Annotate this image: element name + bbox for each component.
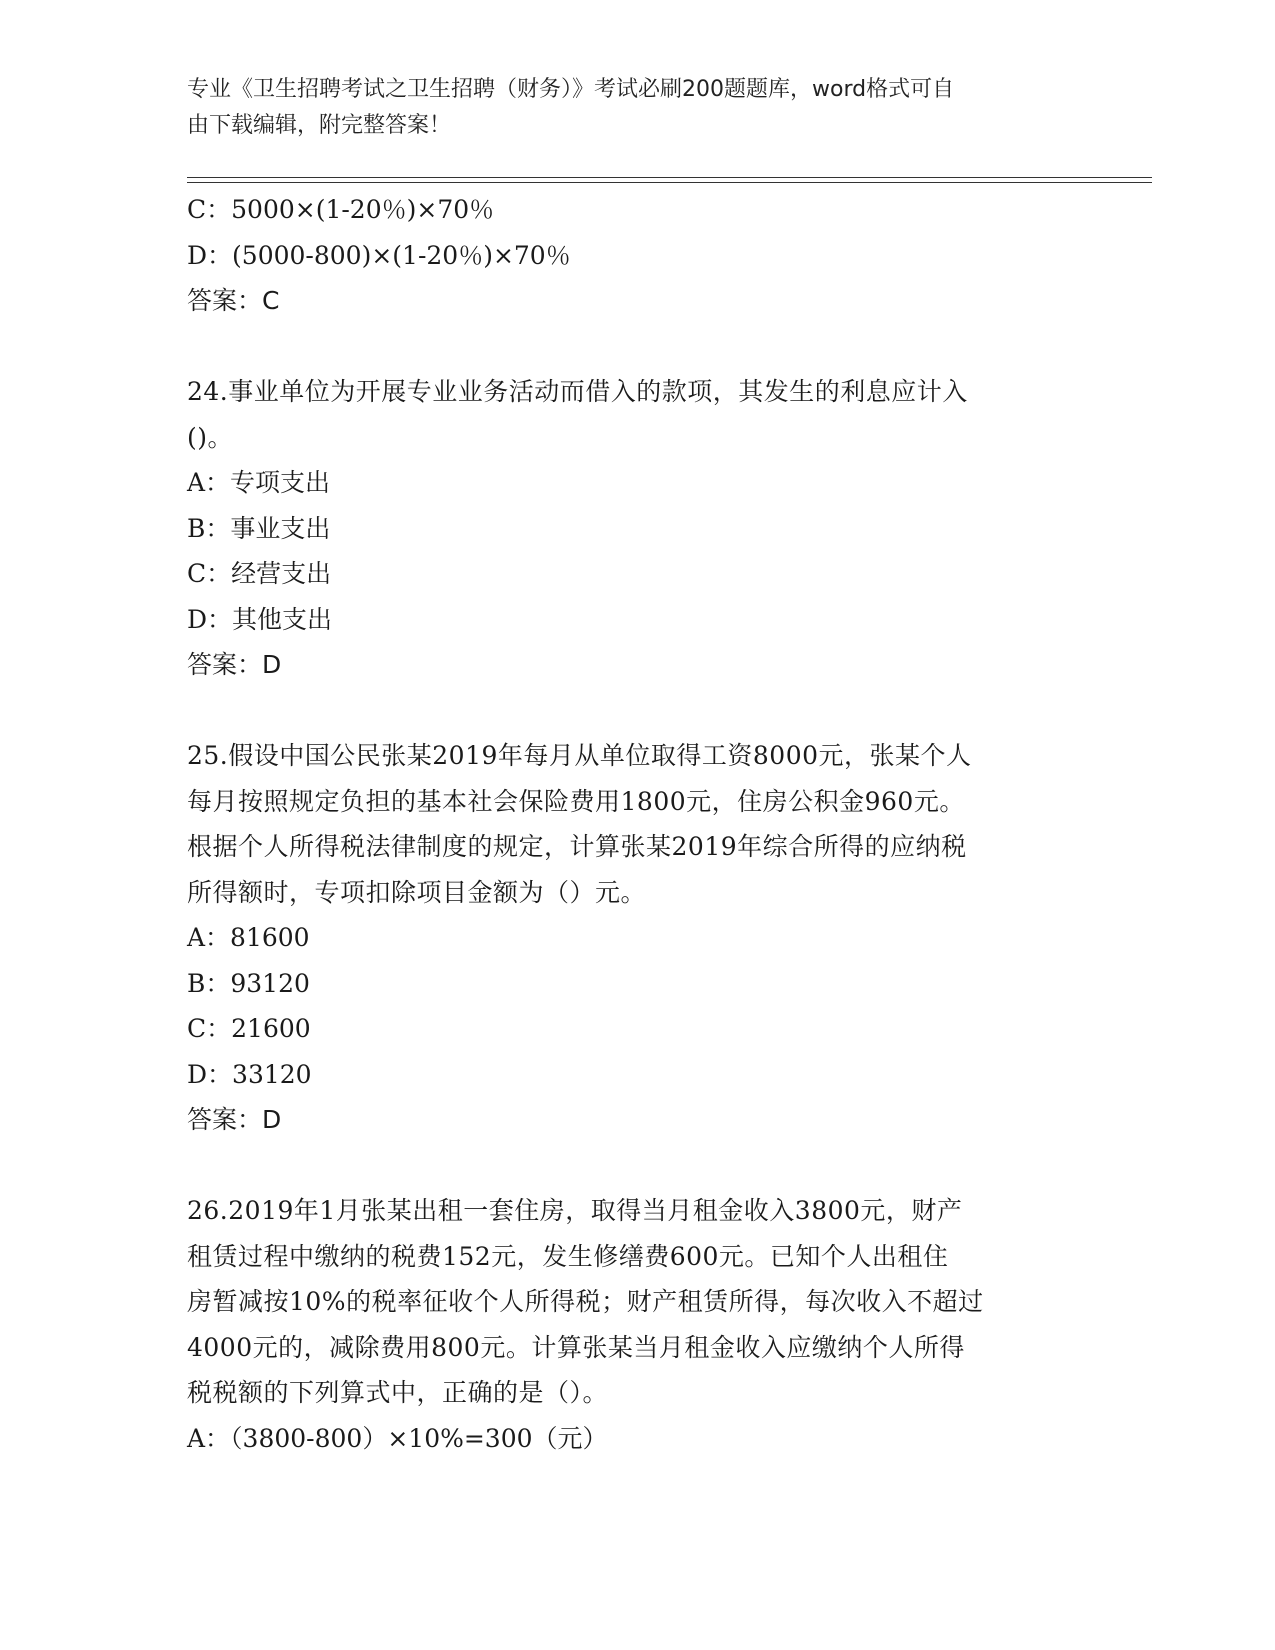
stem-line: 24.事业单位为开展专业业务活动而借入的款项，其发生的利息应计入	[187, 377, 968, 406]
question-stem	[187, 369, 1087, 460]
header-rule-bottom	[187, 182, 1152, 183]
answer: 答案：D	[187, 650, 282, 679]
header-line-1: 专业《卫生招聘考试之卫生招聘（财务）》考试必刷200题题库，word格式可自	[187, 77, 955, 102]
stem-line: 租赁过程中缴纳的税费152元，发生修缮费600元。已知个人出租住	[187, 1241, 949, 1271]
spacer	[187, 688, 1087, 734]
answer: 答案：C	[187, 286, 280, 315]
page-header	[187, 72, 1087, 144]
header-line-2: 由下载编辑，附完整答案！	[187, 113, 452, 138]
stem-line: 4000元的，减除费用800元。计算张某当月租金收入应缴纳个人所得	[187, 1332, 965, 1362]
option-b: B：事业支出	[187, 513, 331, 543]
option-b: B：93120	[187, 968, 310, 998]
stem-line: ()。	[187, 422, 234, 452]
option-c: C：21600	[187, 1014, 311, 1043]
question-content	[187, 187, 1087, 1461]
stem-line: 每月按照规定负担的基本社会保险费用1800元，住房公积金960元。	[187, 786, 965, 816]
question-stem	[187, 1188, 1087, 1416]
stem-line: 税税额的下列算式中，正确的是（）。	[187, 1378, 609, 1407]
stem-line: 25.假设中国公民张某2019年每月从单位取得工资8000元，张某个人	[187, 741, 972, 770]
stem-line: 所得额时，专项扣除项目金额为（）元。	[187, 877, 647, 907]
stem-line: 房暂减按10%的税率征收个人所得税；财产租赁所得，每次收入不超过	[187, 1287, 984, 1316]
option-d: D：33120	[187, 1059, 312, 1089]
option-a: A：（3800-800）×10%=300（元）	[187, 1423, 608, 1453]
option-c: C：经营支出	[187, 559, 332, 588]
question-26	[187, 1188, 1087, 1461]
option-d: D：其他支出	[187, 604, 333, 634]
question-24	[187, 369, 1087, 688]
option-d: D：(5000-800)×(1-20％)×70％	[187, 240, 571, 270]
answer: 答案：D	[187, 1105, 282, 1134]
prev-question-block	[187, 187, 1087, 324]
spacer	[187, 1143, 1087, 1189]
stem-line: 26.2019年1月张某出租一套住房，取得当月租金收入3800元，财产	[187, 1196, 963, 1225]
spacer	[187, 324, 1087, 370]
question-stem	[187, 733, 1087, 915]
question-25	[187, 733, 1087, 1143]
option-a: A：专项支出	[187, 468, 331, 497]
header-rule-top	[187, 177, 1152, 178]
option-c: C：5000×(1-20％)×70％	[187, 195, 495, 224]
stem-line: 根据个人所得税法律制度的规定，计算张某2019年综合所得的应纳税	[187, 832, 967, 861]
option-a: A：81600	[187, 923, 310, 952]
